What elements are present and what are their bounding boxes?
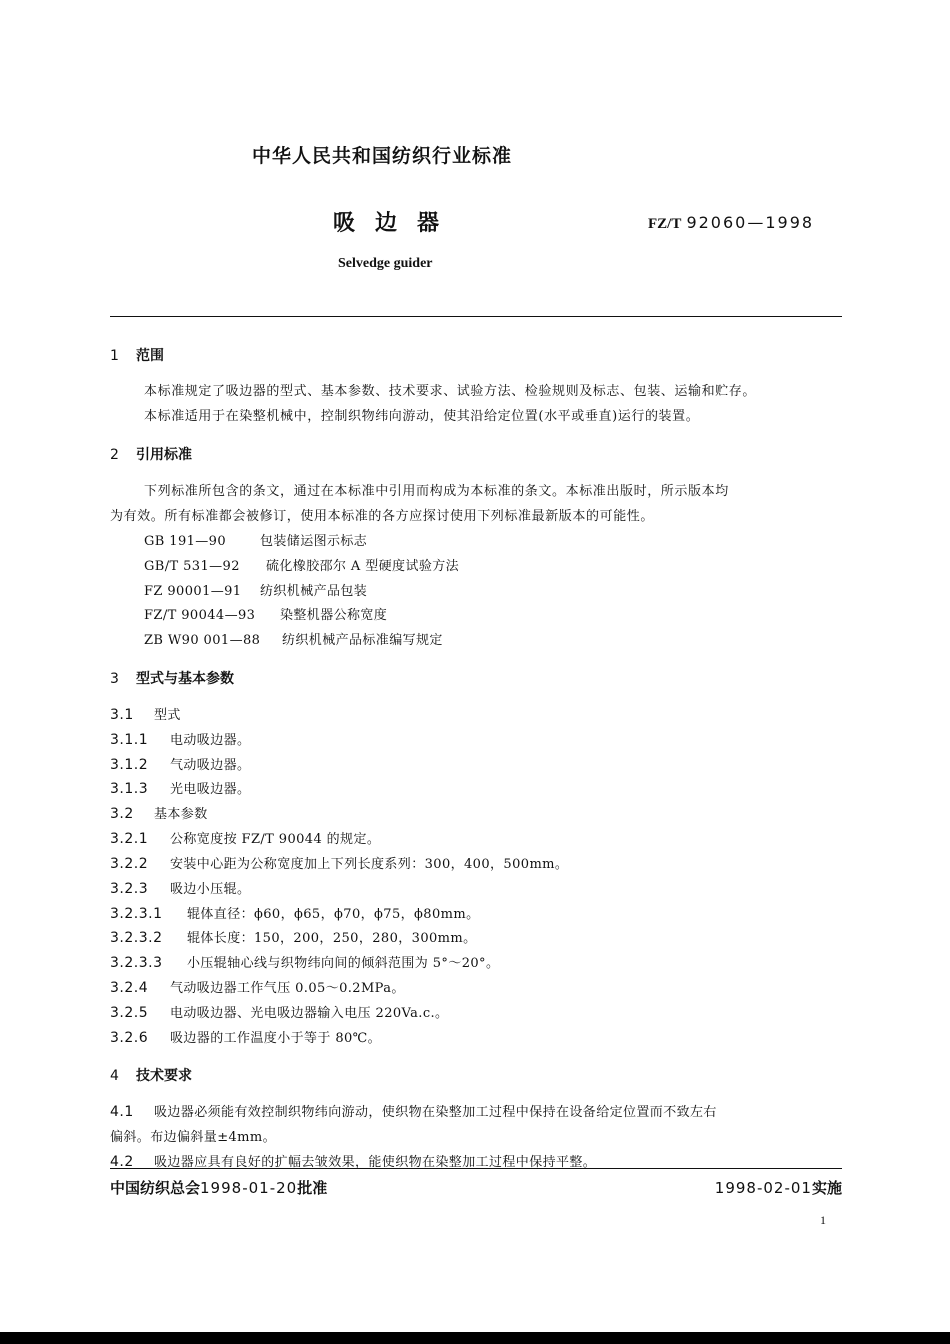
clause bbox=[110, 1101, 717, 1120]
clause-text: 小压辊轴心线与织物纬向间的倾斜范围为 5°～20°。 bbox=[187, 956, 500, 971]
reference-code: GB/T 531—92 bbox=[144, 559, 240, 574]
implementation-info bbox=[715, 1177, 842, 1198]
clause-number: 3.2 bbox=[110, 806, 134, 822]
standard-code-number: 92060—1998 bbox=[686, 213, 815, 232]
clause bbox=[110, 952, 499, 971]
clause-number: 3.1 bbox=[110, 707, 134, 723]
clause-number: 3.1.1 bbox=[110, 732, 149, 748]
document-title-english: Selvedge guider bbox=[338, 256, 433, 271]
section-4-number: 4 bbox=[110, 1068, 119, 1084]
clause bbox=[110, 828, 380, 847]
clause-text: 吸边小压辊。 bbox=[170, 882, 251, 897]
clause-text: 气动吸边器。 bbox=[170, 758, 251, 773]
clause-number: 3.2.3.1 bbox=[110, 906, 163, 922]
section-1-heading bbox=[110, 345, 164, 365]
clause bbox=[110, 1027, 381, 1046]
clause-number: 3.2.3 bbox=[110, 881, 149, 897]
standard-code bbox=[648, 213, 814, 233]
reference-item bbox=[144, 580, 367, 599]
header-divider bbox=[110, 316, 842, 317]
clause-text: 气动吸边器工作气压 0.05～0.2MPa。 bbox=[170, 981, 405, 996]
section-3-number: 3 bbox=[110, 671, 119, 687]
reference-code: ZB W90 001—88 bbox=[144, 633, 261, 648]
section-1-paragraph-2: 本标准适用于在染整机械中，控制织物纬向游动，使其沿给定位置(水平或垂直)运行的装置。 bbox=[144, 409, 700, 424]
clause bbox=[110, 927, 477, 946]
clause-number: 3.1.3 bbox=[110, 781, 149, 797]
clause bbox=[110, 878, 250, 897]
clause-number: 3.1.2 bbox=[110, 757, 149, 773]
reference-name: 染整机器公称宽度 bbox=[280, 608, 388, 623]
clause-text: 安装中心距为公称宽度加上下列长度系列：300，400，500mm。 bbox=[170, 857, 569, 872]
approval-date: 1998-01-20 bbox=[200, 1179, 298, 1197]
clause bbox=[110, 704, 181, 723]
section-2-paragraph-line-2: 为有效。所有标准都会被修订，使用本标准的各方应探讨使用下列标准最新版本的可能性。 bbox=[110, 509, 655, 524]
section-3-title: 型式与基本参数 bbox=[136, 671, 234, 687]
clause-text: 辊体直径：ϕ60，ϕ65，ϕ70，ϕ75，ϕ80mm。 bbox=[187, 907, 480, 922]
clause-text: 公称宽度按 FZ/T 90044 的规定。 bbox=[170, 832, 381, 847]
clause-number: 4.2 bbox=[110, 1154, 134, 1170]
document-title: 吸边器 bbox=[333, 210, 460, 236]
section-1-paragraph-1: 本标准规定了吸边器的型式、基本参数、技术要求、试验方法、检验规则及标志、包装、运输和贮存。 bbox=[144, 384, 757, 399]
clause bbox=[110, 803, 208, 822]
section-2-number: 2 bbox=[110, 447, 119, 463]
clause bbox=[110, 903, 479, 922]
standard-organization: 中华人民共和国纺织行业标准 bbox=[252, 145, 513, 167]
clause-text: 吸边器的工作温度小于等于 80℃。 bbox=[170, 1031, 382, 1046]
page-number: 1 bbox=[820, 1213, 826, 1227]
clause-continuation: 偏斜。布边偏斜量±4mm。 bbox=[110, 1130, 277, 1145]
clause bbox=[110, 778, 250, 797]
section-2-title: 引用标准 bbox=[136, 447, 192, 463]
clause bbox=[110, 754, 250, 773]
clause-number: 3.2.2 bbox=[110, 856, 149, 872]
clause-text: 吸边器必须能有效控制织物纬向游动，使织物在染整加工过程中保持在设备给定位置而不致左右 bbox=[154, 1105, 717, 1120]
reference-name: 纺织机械产品标准编写规定 bbox=[282, 633, 443, 648]
reference-code: FZ 90001—91 bbox=[144, 584, 242, 599]
clause-text: 型式 bbox=[154, 708, 181, 723]
section-1-number: 1 bbox=[110, 348, 119, 364]
reference-item bbox=[144, 555, 459, 574]
scan-edge-bar bbox=[0, 1332, 950, 1344]
section-4-heading bbox=[110, 1065, 192, 1085]
section-2-heading bbox=[110, 444, 192, 464]
clause-number: 3.2.3.2 bbox=[110, 930, 163, 946]
clause bbox=[110, 729, 250, 748]
clause-number: 4.1 bbox=[110, 1104, 134, 1120]
clause-text: 电动吸边器、光电吸边器输入电压 220Va.c.。 bbox=[170, 1006, 449, 1021]
section-4-title: 技术要求 bbox=[136, 1068, 192, 1084]
clause-text: 光电吸边器。 bbox=[170, 782, 251, 797]
clause-text: 电动吸边器。 bbox=[170, 733, 251, 748]
section-2-paragraph-line-1: 下列标准所包含的条文，通过在本标准中引用而构成为本标准的条文。本标准出版时，所示版本均 bbox=[144, 484, 729, 499]
reference-name: 包装储运图示标志 bbox=[260, 534, 368, 549]
clause-number: 3.2.1 bbox=[110, 831, 149, 847]
clause-number: 3.2.4 bbox=[110, 980, 149, 996]
clause-text: 辊体长度：150，200，250，280，300mm。 bbox=[187, 931, 477, 946]
reference-code: GB 191—90 bbox=[144, 534, 227, 549]
approval-organization: 中国纺织总会 bbox=[110, 1179, 201, 1197]
implementation-label: 实施 bbox=[811, 1179, 842, 1197]
approval-info bbox=[110, 1177, 327, 1198]
section-3-heading bbox=[110, 668, 234, 688]
reference-item bbox=[144, 604, 387, 623]
implementation-date: 1998-02-01 bbox=[714, 1179, 812, 1197]
section-1-title: 范围 bbox=[136, 348, 164, 364]
clause-number: 3.2.6 bbox=[110, 1030, 149, 1046]
footer-divider bbox=[110, 1168, 842, 1169]
clause bbox=[110, 853, 568, 872]
clause-number: 3.2.5 bbox=[110, 1005, 149, 1021]
clause bbox=[110, 977, 405, 996]
reference-name: 纺织机械产品包装 bbox=[260, 584, 368, 599]
reference-item bbox=[144, 530, 367, 549]
standard-code-prefix: FZ/T bbox=[648, 216, 682, 232]
clause-text: 基本参数 bbox=[154, 807, 208, 822]
clause bbox=[110, 1002, 448, 1021]
reference-item bbox=[144, 629, 443, 648]
reference-code: FZ/T 90044—93 bbox=[144, 608, 256, 623]
clause-text: 吸边器应具有良好的扩幅去皱效果，能使织物在染整加工过程中保持平整。 bbox=[154, 1155, 597, 1170]
reference-name: 硫化橡胶邵尔 A 型硬度试验方法 bbox=[266, 559, 460, 574]
clause-number: 3.2.3.3 bbox=[110, 955, 163, 971]
approval-label: 批准 bbox=[297, 1179, 328, 1197]
